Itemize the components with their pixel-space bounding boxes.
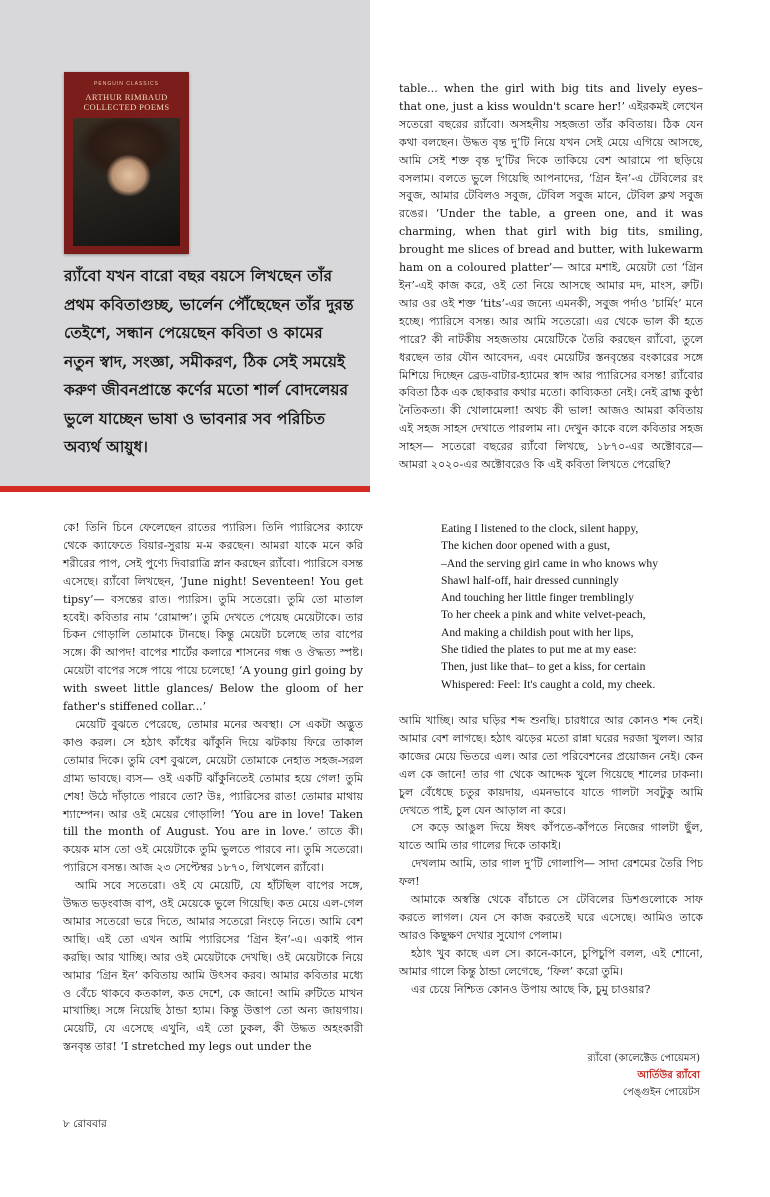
credit-book-title: র‍্যাঁবো (কালেক্টেড পোয়েমস) (587, 1053, 700, 1064)
credit-author: আর্তিউর র‍্যাঁবো (637, 1070, 700, 1081)
paragraph: হঠাৎ খুব কাছে এল সে। কানে-কানে, চুপিচুপি বলল, এই শোনো, আমার গালে কিন্তু ঠান্ডা লেগেছে, ‘ফিল’ করো তুমি। (399, 946, 703, 978)
credit-publisher: পেঙ্গুইন পোয়েটস (622, 1087, 700, 1098)
poem-line: The kichen door opened with a gust, (441, 539, 611, 553)
paragraph: আমাকে অস্বস্তি থেকে বাঁচাতে সে টেবিলের ডিশগুলোকে সাফ করতে লাগল। যেন সে কাজ করতেই ঘরে এসেছে। আমিও তাকে আরও কিছুক্ষণ দেখার সুযোগ পেলাম। (399, 893, 703, 942)
paragraph: সে কড়ে আঙুল দিয়ে ঈষৎ কাঁপতে-কাঁপতে নিজের গালটা ছুঁল, যাতে আমি তার গালের দিকে তাকাই। (399, 821, 703, 853)
poem-line: And making a childish pout with her lips, (441, 625, 634, 639)
right-column-bottom (399, 712, 703, 999)
left-column (63, 519, 363, 1056)
book-title: COLLECTED POEMS (83, 102, 170, 112)
book-publisher: PENGUIN CLASSICS (94, 81, 159, 87)
paragraph: table... when the girl with big tits and lively eyes– that one, just a kiss wouldn't scare her!’ এইরকমই লেখেন সতেরো বছরের র‍্যাঁবো। অসহনীয় সহজতা তাঁর কবিতায়। ঠিক যেন কথা বলছেন। উদ্ধত বৃন্ত দু’টি নিয়ে যখন সেই মেয়ে এগিয়ে আসছে, আমি সেই শক্ত বৃন্ত দু’টির দিকে তাকিয়ে বেশ আরামে পা ছড়িয়ে বসলাম। বলতে ভুলে গিয়েছি আপনাদের, ‘গ্রিন ইন’-এ টেবিলের রং সবুজ, আমার টেবিলও সবুজ, টেবিল সবুজ মানে, টেবিল ক্লথ সবুজ রঙের। ‘Under the table, a green one, and it was charming, when that girl with big tits, smiling, brought me slices of bread and butter, with lukewarm ham on a coloured platter’— আরে মশাই, মেয়েটা তো ‘গ্রিন ইন’-এই কাজ করে, ওই তো নিয়ে আসছে আমার মদ, মাংস, রুটি। আর ওর ওই শক্ত ‘tits’-এর জন্যে এমনকী, সবুজ পর্দাও ‘চার্মিং’ মনে হচ্ছে। প্যারিসে বসন্ত। আর আমি সতেরো। এর থেকে ভাল কী হতে পারে? কী নাটকীয় সহজতায় মেয়েটিকে তৈরি করছেন র‍্যাঁবো, তুলে ধরছেন তার যৌন আবেদন, এবং মেয়েটির স্তনবৃন্তের বংকারের সঙ্গে মিশিয়ে দিচ্ছেন ব্রেড-বাটার-হ্যামের স্বাদ আর প্যারিসের বসন্ত! র‍্যাঁবোর কবিতা ঠিক এক ছোকরার কথার মতো। কাব্যিকতা নেই। নেই ব্রাহ্ম কুণ্ঠা নৈতিকতা। কী খোলামেলা! অথচ কী ভাল! আজও আমরা কবিতায় এই সহজ সাহস দেখাতে পারলাম না। দেখুন কাকে বলে কবিতার সহজ সাহস— সতেরো বছরের র‍্যাঁবো লিখছে, ১৮৭০-এর অক্টোবরে— আমরা ২০২০-এর অক্টোবরেও কি এই কবিতা লিখতে পেরেছি? (399, 82, 703, 472)
paragraph: কে! তিনি চিনে ফেলেছেন রাতের প্যারিস। তিনি প্যারিসের ক্যাফে থেকে ক্যাফেতে বিয়ার-সুরায় ম-ম করছেন। আমরা যাকে মনে করি শরীরের পাপ, সেই পুণ্যে দিবারাত্রি স্নান করছেন র‍্যাঁবো। প্যারিসে বসন্ত এসেছে। র‍্যাঁবো লিখছেন, ‘June night! Seventeen! You get tipsy’— বসন্তের রাত। প্যারিস। তুমি সতেরো। তুমি তো মাতাল হবেই। কবিতার নাম ‘রোমান্স’। তুমি দেখতে পেয়েছ মেয়েটাকে। তার চিকন গোড়ালি তোমাকে টানছে। কিন্তু মেয়েটা চলেছে তার বাপের সঙ্গে। কী আপদ! বাপের শার্টের কলারে শাসনের গন্ধ ও ঔদ্ধত্য স্পষ্ট। মেয়েটা বাপের সঙ্গে পায়ে পায়ে চলেছে! ‘A young girl going by with sweet little glances/ Below the gloom of her father's stiffened collar...’ (63, 521, 363, 714)
paragraph: মেয়েটি বুঝতে পেরেছে, তোমার মনের অবস্থা। সে একটা অদ্ভুত কাণ্ড করল। সে হঠাৎ কাঁধের ঝাঁকুনি দিয়ে ঝটকায় ফিরে তাকাল তোমার দিকে। তুমি বেশ বুঝলে, মেয়েটা তোমাকে নেহাত সহজ-সরল গ্রাম্য ভাবছে। ব্যস— ওই একটি ঝাঁকুনিতেই তোমার হয়ে গেল! তুমি শেষ! উঠে দাঁড়াতে পারবে তো? উঃ, প্যারিসের রাত! তোমার মাথায় শ্যাম্পেন। আর ওই মেয়ের গোড়ালি! ‘You are in love! Taken till the month of August. You are in love.’ তাতে কী। কয়েক মাস তো ওই মেয়েটাকে তুমি ভুলতে পারবে না। তুমি সতেরো। প্যারিসে বসন্ত। আজ ২৩ সেপ্টেম্বর ১৮৭০, লিখলেন র‍্যাঁবো। (63, 717, 363, 875)
poem-line: Whispered: Feel: It's caught a cold, my cheek. (441, 677, 656, 691)
poem-line: She tidied the plates to put me at my ease: (441, 643, 637, 657)
paragraph: এর চেয়ে নিশ্চিত কোনও উপায় আছে কি, চুমু চাওয়ার? (411, 982, 651, 996)
poem-excerpt (441, 520, 711, 693)
poem-line: To her cheek a pink and white velvet-peach, (441, 608, 646, 622)
portrait-image (73, 118, 180, 246)
poem-line: Then, just like that– to get a kiss, for certain (441, 660, 646, 674)
poem-line: And touching her little finger tremblingly (441, 591, 634, 605)
paragraph: দেখলাম আমি, তার গাল দু’টি গোলাপি— সাদা রেশমের তৈরি পিচ ফল! (399, 857, 703, 889)
book-author: ARTHUR RIMBAUD (85, 92, 168, 102)
page-footer: ৮ রোববার (63, 1118, 107, 1130)
poem-line: Eating I listened to the clock, silent happy, (441, 522, 639, 535)
book-cover-image (64, 72, 189, 254)
red-divider (0, 486, 370, 492)
poem-line: –And the serving girl came in who knows why (441, 556, 659, 570)
right-column-top (399, 80, 703, 474)
paragraph: আমি সবে সতেরো। ওই যে মেয়েটি, যে হাঁটছিল বাপের সঙ্গে, উদ্ধত ভড়ংবাজ বাপ, ওই মেয়েকে ভুলে গিয়েছি। কত মেয়ে এল-গেল আমার সতেরো ভরে দিতে, আমার সতেরো নিংড়ে নিতে। আমি বেশ আছি। এই তো এখন আমি প্যারিসের ‘গ্রিন ইন’-এ। একাই পান করছি। আর খাচ্ছি। আর ওই মেয়েটাকে দেখছি। ওই মেয়েটাকে নিয়ে আমার ‘গ্রিন ইন’ কবিতায় আমি উৎসব করব। আমার কবিতার মধ্যে ও বেঁচে থাকবে কতকাল, কত দেশে, কে জানে! আমি রুটিতে মাখন মাখাচ্ছি। সঙ্গে নিয়েছি ঠান্ডা হ্যাম। কিন্তু উত্তাপ তো অন্য জায়গায়। মেয়েটি, যে এসেছে এখুনি, এই তো ঢুকল, কী উদ্ধত অহংকারী স্তনবৃন্ত তার! ‘I stretched my legs out under the (63, 879, 363, 1054)
poem-line: Shawl half-off, hair dressed cunningly (441, 573, 619, 587)
paragraph: আমি খাচ্ছি। আর ঘড়ির শব্দ শুনছি। চারধারে আর কোনও শব্দ নেই। আমার বেশ লাগছে। হঠাৎ ঝড়ের মতো রান্না ঘরের দরজা খুলল। আর কাজের মেয়ে ভিতরে এল। আর তো পরিবেশনের প্রয়োজন নেই। কেন এল কে জানে! তার গা থেকে আদ্দেক খুলে গিয়েছে শালের ঢাকনা। চুল বেঁধেছে চতুর কায়দায়, এমনভাবে যাতে গালটা সবটুকু আমি দেখতে পাই, চুল যেন আড়াল না করে। (399, 714, 703, 817)
pull-quote: র‍্যাঁবো যখন বারো বছর বয়সে লিখছেন তাঁর প্রথম কবিতাগুচ্ছ, ভার্লেন পৌঁছেছেন তাঁর দুরন্ত তেইশে, সন্ধান পেয়েছেন কবিতা ও কামের নতুন স্বাদ, সংজ্ঞা, সমীকরণ, ঠিক সেই সময়েই করুণ জীবনপ্রান্তে কর্ণের মতো শার্ল বোদলেয়র ভুলে যাচ্ছেন ভাষা ও ভাবনার সব পরিচিত অব্যর্থ আয়ুধ। (64, 266, 354, 456)
